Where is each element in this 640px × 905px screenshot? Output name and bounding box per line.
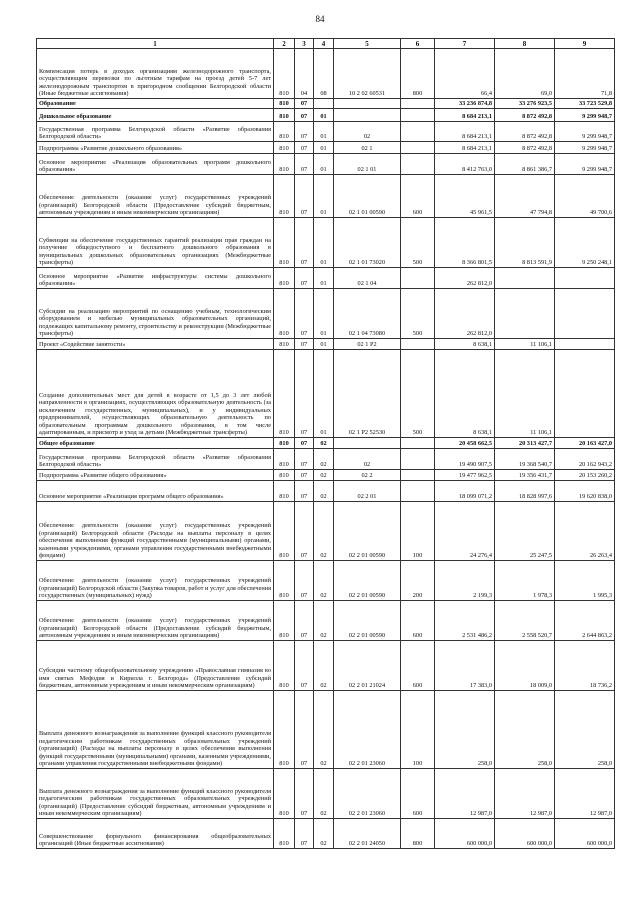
row-ministry-code-cell: 810 [274, 109, 295, 122]
row-amount-year2-cell: 11 106,1 [495, 350, 555, 438]
row-amount-year3-cell: 33 723 529,8 [555, 99, 615, 109]
row-amount-year2-cell: 18 009,0 [495, 641, 555, 691]
row-expense-type-cell [401, 339, 435, 350]
header-col-3: 3 [295, 39, 314, 49]
row-name-cell: Общее образование [37, 438, 274, 449]
row-amount-year2-cell: 1 978,3 [495, 561, 555, 601]
row-subsection-cell: 02 [314, 438, 334, 449]
row-subsection-cell: 02 [314, 502, 334, 561]
table-row [37, 438, 615, 449]
row-section-cell: 07 [295, 641, 314, 691]
row-amount-year3-cell: 20 153 260,2 [555, 470, 615, 481]
table-row [37, 289, 615, 339]
row-subsection-cell: 08 [314, 49, 334, 99]
row-section-cell: 07 [295, 175, 314, 218]
row-target-article-cell: 02 1 01 73020 [334, 218, 401, 268]
row-target-article-cell: 02 2 01 24050 [334, 819, 401, 849]
row-name-cell: Образование [37, 99, 274, 109]
row-ministry-code-cell: 810 [274, 819, 295, 849]
row-amount-year1-cell: 262 812,0 [435, 289, 495, 339]
row-subsection-cell: 02 [314, 691, 334, 769]
page-number: 84 [315, 14, 325, 24]
row-amount-year3-cell: 49 700,6 [555, 175, 615, 218]
row-amount-year2-cell: 25 247,5 [495, 502, 555, 561]
header-col-5: 5 [334, 39, 401, 49]
row-expense-type-cell: 200 [401, 561, 435, 601]
table-row [37, 819, 615, 849]
row-name-cell: Основное мероприятие «Реализация образовательных программ дошкольного образования» [37, 154, 274, 175]
row-ministry-code-cell: 810 [274, 470, 295, 481]
table-row [37, 561, 615, 601]
row-ministry-code-cell: 810 [274, 561, 295, 601]
row-subsection-cell: 01 [314, 175, 334, 218]
row-section-cell: 07 [295, 819, 314, 849]
row-amount-year1-cell: 8 684 213,1 [435, 122, 495, 142]
row-subsection-cell: 01 [314, 350, 334, 438]
row-amount-year1-cell: 66,4 [435, 49, 495, 99]
row-amount-year1-cell: 8 412 763,0 [435, 154, 495, 175]
row-amount-year2-cell: 2 558 520,7 [495, 601, 555, 641]
row-expense-type-cell: 600 [401, 175, 435, 218]
table-row [37, 142, 615, 154]
row-expense-type-cell [401, 109, 435, 122]
table-row [37, 641, 615, 691]
row-subsection-cell: 01 [314, 154, 334, 175]
row-ministry-code-cell: 810 [274, 438, 295, 449]
row-amount-year1-cell: 12 987,0 [435, 769, 495, 819]
row-ministry-code-cell: 810 [274, 154, 295, 175]
table-row [37, 769, 615, 819]
row-amount-year1-cell: 262 812,0 [435, 268, 495, 289]
row-section-cell: 07 [295, 769, 314, 819]
table-row [37, 601, 615, 641]
row-subsection-cell: 01 [314, 109, 334, 122]
row-name-cell: Основное мероприятие «Развитие инфраструктуры системы дошкольного образования» [37, 268, 274, 289]
row-name-cell: Основное мероприятие «Реализация программ общего образования» [37, 481, 274, 502]
table-row [37, 502, 615, 561]
row-target-article-cell: 02 1 01 00590 [334, 175, 401, 218]
row-subsection-cell: 01 [314, 339, 334, 350]
row-section-cell: 07 [295, 99, 314, 109]
row-expense-type-cell [401, 122, 435, 142]
table-row [37, 99, 615, 109]
row-subsection-cell: 01 [314, 218, 334, 268]
row-section-cell: 07 [295, 470, 314, 481]
row-amount-year2-cell: 19 368 540,7 [495, 449, 555, 470]
row-section-cell: 07 [295, 438, 314, 449]
row-expense-type-cell [401, 481, 435, 502]
row-ministry-code-cell: 810 [274, 122, 295, 142]
row-ministry-code-cell: 810 [274, 350, 295, 438]
row-target-article-cell [334, 99, 401, 109]
row-amount-year3-cell [555, 339, 615, 350]
row-target-article-cell: 02 2 01 21024 [334, 641, 401, 691]
row-amount-year1-cell: 600 000,0 [435, 819, 495, 849]
row-expense-type-cell: 800 [401, 819, 435, 849]
row-ministry-code-cell: 810 [274, 481, 295, 502]
row-section-cell: 07 [295, 502, 314, 561]
row-amount-year1-cell: 19 490 907,5 [435, 449, 495, 470]
row-expense-type-cell: 600 [401, 641, 435, 691]
row-name-cell: Обеспечение деятельности (оказание услуг) государственных учреждений (организаций) Белгородской области (Закупка товаров, работ и услуг для обеспечения государственных (муниципальных) нужд) [37, 561, 274, 601]
row-amount-year2-cell: 8 872 492,8 [495, 109, 555, 122]
row-target-article-cell: 02 2 01 23060 [334, 769, 401, 819]
table-row [37, 218, 615, 268]
row-amount-year2-cell [495, 268, 555, 289]
table-row [37, 339, 615, 350]
row-expense-type-cell: 100 [401, 502, 435, 561]
row-target-article-cell: 02 2 01 00590 [334, 502, 401, 561]
row-amount-year3-cell: 258,0 [555, 691, 615, 769]
header-col-4: 4 [314, 39, 334, 49]
table-row [37, 122, 615, 142]
row-section-cell: 07 [295, 268, 314, 289]
table-row [37, 350, 615, 438]
row-expense-type-cell: 600 [401, 769, 435, 819]
row-target-article-cell: 02 [334, 449, 401, 470]
row-target-article-cell [334, 438, 401, 449]
row-amount-year3-cell: 71,8 [555, 49, 615, 99]
row-target-article-cell: 02 1 04 73080 [334, 289, 401, 339]
row-name-cell: Подпрограмма «Развитие дошкольного образования» [37, 142, 274, 154]
table-row [37, 268, 615, 289]
row-amount-year3-cell: 1 995,3 [555, 561, 615, 601]
row-amount-year2-cell [495, 289, 555, 339]
row-amount-year3-cell: 26 263,4 [555, 502, 615, 561]
row-section-cell: 07 [295, 218, 314, 268]
table-row [37, 154, 615, 175]
row-subsection-cell: 01 [314, 289, 334, 339]
row-target-article-cell: 10 2 02 60531 [334, 49, 401, 99]
row-section-cell: 07 [295, 289, 314, 339]
row-amount-year2-cell: 12 987,0 [495, 769, 555, 819]
row-subsection-cell: 02 [314, 449, 334, 470]
row-section-cell: 07 [295, 350, 314, 438]
row-ministry-code-cell: 810 [274, 691, 295, 769]
header-col-8: 8 [495, 39, 555, 49]
row-amount-year1-cell: 2 199,3 [435, 561, 495, 601]
row-name-cell: Выплата денежного вознаграждения за выполнение функций классного руководителя педагогическим работникам государственных образовательных учреждений (организаций) (Расходы на выплаты персоналу в целях обеспечения выполнения функций государственными (муниципальными) органами, казенными учреждениями, органами управления государственными внебюджетными фондами) [37, 691, 274, 769]
header-col-1: 1 [37, 39, 274, 49]
table-row [37, 481, 615, 502]
row-expense-type-cell [401, 142, 435, 154]
row-target-article-cell: 02 2 01 [334, 481, 401, 502]
row-amount-year2-cell: 8 813 591,9 [495, 218, 555, 268]
row-section-cell: 07 [295, 154, 314, 175]
row-expense-type-cell: 100 [401, 691, 435, 769]
row-section-cell: 07 [295, 109, 314, 122]
row-ministry-code-cell: 810 [274, 268, 295, 289]
row-amount-year1-cell: 8 366 801,5 [435, 218, 495, 268]
row-amount-year1-cell: 8 638,1 [435, 350, 495, 438]
row-expense-type-cell [401, 449, 435, 470]
table-header-row [37, 39, 615, 49]
row-subsection-cell [314, 99, 334, 109]
row-ministry-code-cell: 810 [274, 502, 295, 561]
table-row [37, 49, 615, 99]
row-ministry-code-cell: 810 [274, 601, 295, 641]
row-expense-type-cell [401, 268, 435, 289]
row-amount-year1-cell: 258,0 [435, 691, 495, 769]
row-expense-type-cell: 500 [401, 289, 435, 339]
row-amount-year3-cell: 12 987,0 [555, 769, 615, 819]
row-amount-year1-cell: 20 458 662,5 [435, 438, 495, 449]
row-amount-year2-cell: 18 828 997,6 [495, 481, 555, 502]
table-row [37, 691, 615, 769]
row-amount-year3-cell: 19 620 838,0 [555, 481, 615, 502]
row-subsection-cell: 01 [314, 142, 334, 154]
row-expense-type-cell: 800 [401, 49, 435, 99]
row-amount-year2-cell: 69,0 [495, 49, 555, 99]
row-amount-year1-cell: 18 099 071,2 [435, 481, 495, 502]
row-amount-year2-cell: 600 000,0 [495, 819, 555, 849]
row-section-cell: 07 [295, 601, 314, 641]
row-target-article-cell: 02 1 04 [334, 268, 401, 289]
row-ministry-code-cell: 810 [274, 99, 295, 109]
row-subsection-cell: 02 [314, 561, 334, 601]
row-amount-year3-cell: 2 644 863,2 [555, 601, 615, 641]
row-amount-year3-cell: 20 162 943,2 [555, 449, 615, 470]
row-amount-year3-cell [555, 268, 615, 289]
row-subsection-cell: 02 [314, 819, 334, 849]
row-amount-year1-cell: 8 684 213,1 [435, 109, 495, 122]
row-amount-year2-cell: 20 313 427,7 [495, 438, 555, 449]
row-name-cell: Государственная программа Белгородской области «Развитие образования Белгородской области» [37, 122, 274, 142]
row-amount-year3-cell: 9 299 948,7 [555, 109, 615, 122]
row-section-cell: 07 [295, 691, 314, 769]
row-subsection-cell: 02 [314, 641, 334, 691]
row-name-cell: Дошкольное образование [37, 109, 274, 122]
row-amount-year3-cell: 9 250 248,1 [555, 218, 615, 268]
row-amount-year3-cell: 9 299 948,7 [555, 122, 615, 142]
row-name-cell: Выплата денежного вознаграждения за выполнение функций классного руководителя педагогическим работникам государственных образовательных учреждений (организаций) (Предоставление субсидий бюджетным, автономным учреждениям и иным некоммерческим организациям) [37, 769, 274, 819]
row-section-cell: 07 [295, 561, 314, 601]
row-expense-type-cell: 500 [401, 350, 435, 438]
row-amount-year2-cell: 8 872 492,8 [495, 142, 555, 154]
row-target-article-cell: 02 2 01 00590 [334, 601, 401, 641]
row-target-article-cell: 02 1 P2 [334, 339, 401, 350]
row-subsection-cell: 02 [314, 481, 334, 502]
row-ministry-code-cell: 810 [274, 49, 295, 99]
budget-table [36, 38, 615, 849]
row-expense-type-cell [401, 99, 435, 109]
row-amount-year3-cell [555, 350, 615, 438]
row-ministry-code-cell: 810 [274, 142, 295, 154]
row-amount-year1-cell: 33 236 874,8 [435, 99, 495, 109]
row-ministry-code-cell: 810 [274, 769, 295, 819]
row-name-cell: Подпрограмма «Развитие общего образования» [37, 470, 274, 481]
row-name-cell: Совершенствование формульного финансирования общеобразовательных организаций (Иные бюджетные ассигнования) [37, 819, 274, 849]
row-section-cell: 04 [295, 49, 314, 99]
row-amount-year2-cell: 8 872 492,8 [495, 122, 555, 142]
row-target-article-cell [334, 109, 401, 122]
row-amount-year3-cell: 600 000,0 [555, 819, 615, 849]
row-section-cell: 07 [295, 142, 314, 154]
row-subsection-cell: 02 [314, 470, 334, 481]
row-ministry-code-cell: 810 [274, 641, 295, 691]
row-name-cell: Обеспечение деятельности (оказание услуг) государственных учреждений (организаций) Белгородской области (Расходы на выплаты персоналу в целях обеспечения выполнения функций государственными (муниципальными) органами, казенными учреждениями, органами управления государственными внебюджетными фондами) [37, 502, 274, 561]
row-name-cell: Компенсация потерь в доходах организациям железнодорожного транспорта, осуществляющим перевозки по льготным тарифам на проезд детей 5-7 лет железнодорожным транспортом в пригородном сообщении Белгородской области (Иные бюджетные ассигнования) [37, 49, 274, 99]
table-row [37, 470, 615, 481]
row-amount-year3-cell: 18 736,2 [555, 641, 615, 691]
row-section-cell: 07 [295, 481, 314, 502]
row-target-article-cell: 02 2 [334, 470, 401, 481]
row-target-article-cell: 02 2 01 00590 [334, 561, 401, 601]
row-target-article-cell: 02 1 01 [334, 154, 401, 175]
row-name-cell: Субсидии на реализацию мероприятий по оснащению учебным, технологическим оборудованием и мебелью муниципальных образовательных организаций, подлежащих капитальному ремонту, строительству и реконструкции (Межбюджетные трансферты) [37, 289, 274, 339]
table-row [37, 109, 615, 122]
row-amount-year2-cell: 11 106,1 [495, 339, 555, 350]
row-amount-year3-cell: 9 299 948,7 [555, 142, 615, 154]
row-amount-year1-cell: 45 961,5 [435, 175, 495, 218]
row-subsection-cell: 01 [314, 268, 334, 289]
row-subsection-cell: 02 [314, 769, 334, 819]
row-expense-type-cell: 600 [401, 601, 435, 641]
row-expense-type-cell [401, 470, 435, 481]
row-name-cell: Создание дополнительных мест для детей в возрасте от 1,5 до 3 лет любой направленности в организациях, осуществляющих образовательную деятельность (за исключением государственных, муниципальных), и у индивидуальных предпринимателей, осуществляющих образовательную деятельность по образовательным программам дошкольного образования, в том числе адаптированным, и присмотр и уход за детьми (Межбюджетные трансферты) [37, 350, 274, 438]
row-amount-year2-cell: 19 356 431,7 [495, 470, 555, 481]
row-subsection-cell: 01 [314, 122, 334, 142]
table-row [37, 175, 615, 218]
header-col-7: 7 [435, 39, 495, 49]
row-amount-year1-cell: 8 638,1 [435, 339, 495, 350]
row-section-cell: 07 [295, 449, 314, 470]
row-amount-year2-cell: 8 861 386,7 [495, 154, 555, 175]
header-col-9: 9 [555, 39, 615, 49]
row-ministry-code-cell: 810 [274, 449, 295, 470]
row-amount-year1-cell: 24 276,4 [435, 502, 495, 561]
row-amount-year1-cell: 17 383,0 [435, 641, 495, 691]
row-amount-year1-cell: 19 477 962,5 [435, 470, 495, 481]
row-amount-year1-cell: 8 684 213,1 [435, 142, 495, 154]
row-subsection-cell: 02 [314, 601, 334, 641]
row-name-cell: Обеспечение деятельности (оказание услуг) государственных учреждений (организаций) Белгородской области (Предоставление субсидий бюджетным, автономным учреждениям и иным некоммерческим организациям) [37, 601, 274, 641]
table-row [37, 449, 615, 470]
header-col-6: 6 [401, 39, 435, 49]
table-body [37, 49, 615, 849]
row-expense-type-cell [401, 154, 435, 175]
row-name-cell: Проект «Содействие занятости» [37, 339, 274, 350]
row-target-article-cell: 02 1 [334, 142, 401, 154]
row-ministry-code-cell: 810 [274, 175, 295, 218]
row-amount-year2-cell: 33 276 923,5 [495, 99, 555, 109]
row-expense-type-cell [401, 438, 435, 449]
row-name-cell: Субсидии частному общеобразовательному учреждению «Православная гимназия во имя святых Мефодия и Кирилла г. Белгорода» (Предоставление субсидий бюджетным, автономным учреждениям и иным некоммерческим организациям) [37, 641, 274, 691]
row-section-cell: 07 [295, 122, 314, 142]
row-name-cell: Государственная программа Белгородской области «Развитие образования Белгородской области» [37, 449, 274, 470]
row-name-cell: Обеспечение деятельности (оказание услуг) государственных учреждений (организаций) Белгородской области (Предоставление субсидий бюджетным, автономным учреждениям и иным некоммерческим организациям) [37, 175, 274, 218]
row-expense-type-cell: 500 [401, 218, 435, 268]
row-ministry-code-cell: 810 [274, 289, 295, 339]
header-col-2: 2 [274, 39, 295, 49]
row-amount-year3-cell: 20 163 427,0 [555, 438, 615, 449]
row-ministry-code-cell: 810 [274, 218, 295, 268]
row-amount-year2-cell: 258,0 [495, 691, 555, 769]
row-name-cell: Субвенции на обеспечение государственных гарантий реализации прав граждан на получение общедоступного и бесплатного дошкольного образования в муниципальных дошкольных образовательных организациях (Межбюджетные трансферты) [37, 218, 274, 268]
row-target-article-cell: 02 1 P2 52530 [334, 350, 401, 438]
row-amount-year1-cell: 2 531 486,2 [435, 601, 495, 641]
row-target-article-cell: 02 [334, 122, 401, 142]
row-ministry-code-cell: 810 [274, 339, 295, 350]
row-target-article-cell: 02 2 01 23060 [334, 691, 401, 769]
row-amount-year3-cell: 9 299 948,7 [555, 154, 615, 175]
row-amount-year2-cell: 47 794,8 [495, 175, 555, 218]
row-amount-year3-cell [555, 289, 615, 339]
row-section-cell: 07 [295, 339, 314, 350]
